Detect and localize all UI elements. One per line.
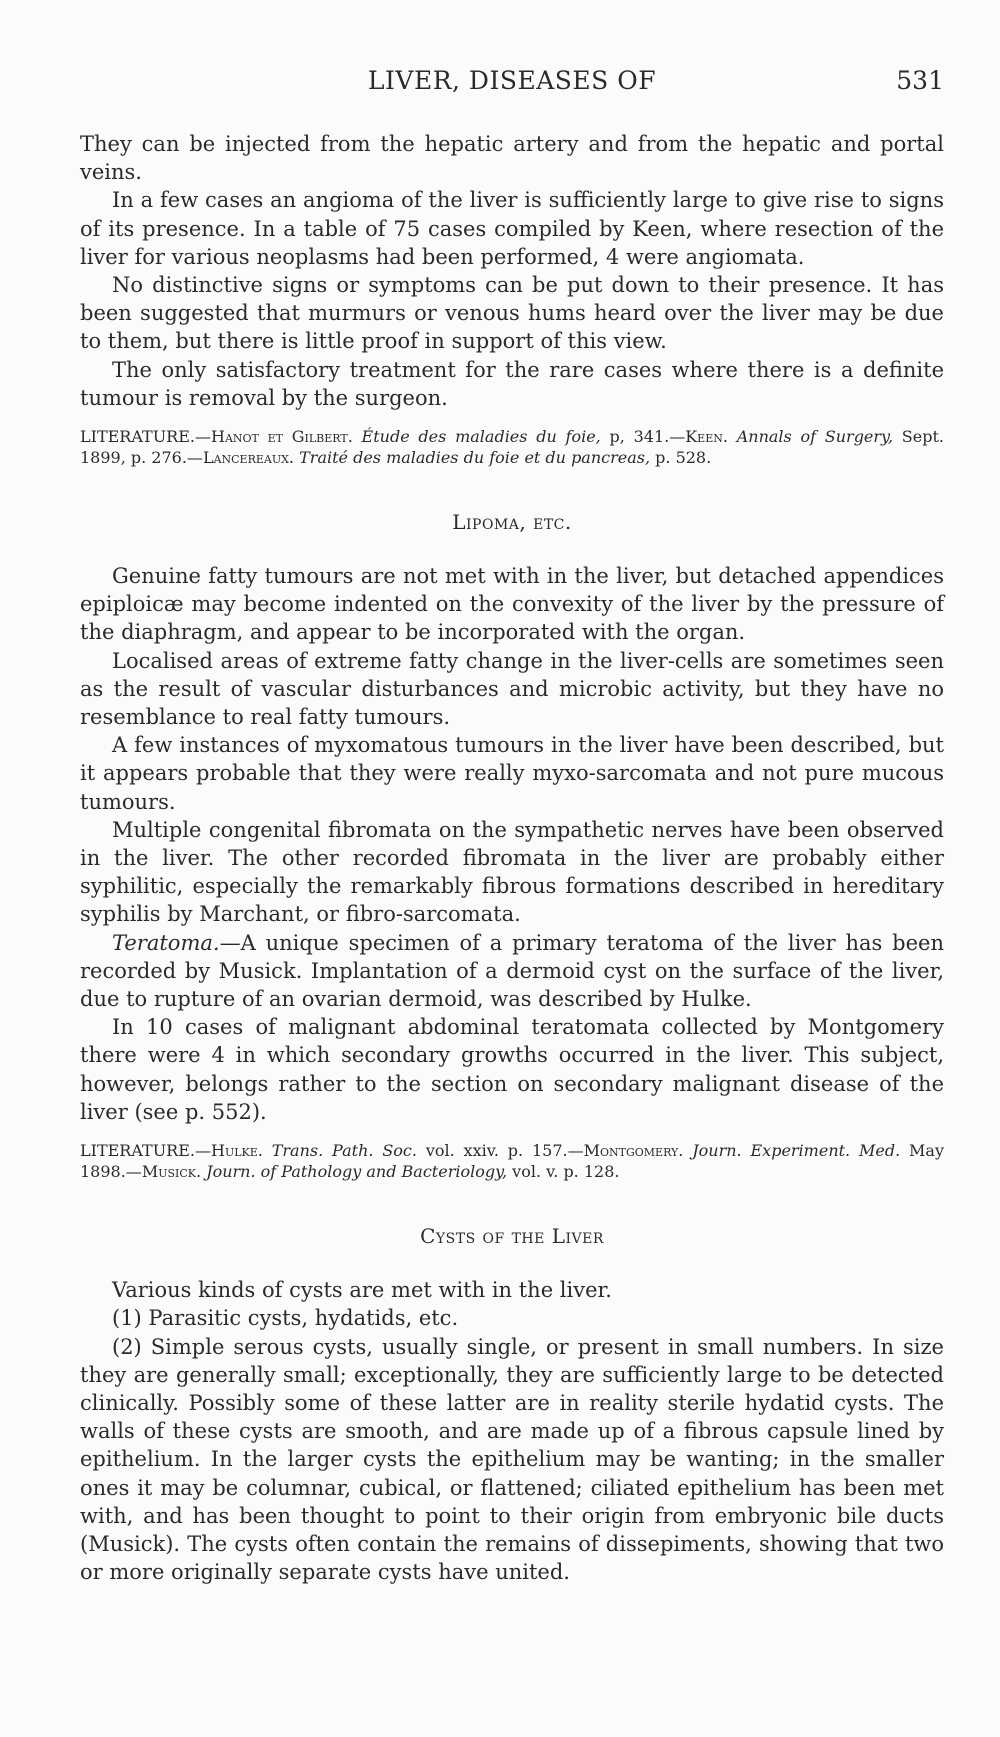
literature-author: Hanot et Gilbert. [211,427,353,447]
teratoma-term: Teratoma. [112,930,220,955]
page-number: 531 [896,66,944,95]
running-title: LIVER, DISEASES OF [367,66,657,95]
literature-ref: p, 341.— [600,427,686,447]
literature-author: Lancereaux. [202,448,295,468]
paragraph: (2) Simple serous cysts, usually single, or present in small numbers. In size they are generally small; exceptionally, they are sufficiently large to be detected clinically. Possibly some of these latter are in reality sterile hydatid cysts. The walls of these cysts are smooth, and are made up of a fibrous capsule lined by epithelium. In the larger cysts the epithelium may be wanting; in the smaller ones it may be columnar, cubical, or flattened; ciliated epithelium has been met with, and has been thought to point to their origin from embryonic bile ducts (Musick). The cysts often contain the remains of dissepiments, showing that two or more originally separate cysts have united. [80,1334,944,1585]
literature-note [80,426,944,468]
paragraph-teratoma [80,929,944,1014]
literature-author: Keen. [685,427,728,447]
literature-title: Annals of Surgery, [736,427,894,447]
literature-title: Traité des maladies du foie et du pancreas, [299,448,651,468]
literature-author: Hulke. [211,1141,263,1161]
literature-label: LITERATURE.— [80,1141,211,1161]
literature-ref: p. 528. [650,448,712,468]
paragraph: Various kinds of cysts are met with in the liver. [112,1278,612,1303]
paragraph: No distinctive signs or symptoms can be put down to their presence. It has been suggested that murmurs or venous hums heard over the liver may be due to them, but there is little proof in support of this view. [80,273,944,354]
paragraph: A few instances of myxomatous tumours in the liver have been described, but it appears probable that they were really myxo-sarcomata and not pure mucous tumours. [80,733,944,814]
literature-ref: Sept. 1899, p. 276.— [80,427,944,468]
paragraph: They can be injected from the hepatic artery and from the hepatic and portal veins. [80,132,944,185]
literature-author: Montgomery. [583,1141,684,1161]
paragraph: The only satisfactory treatment for the rare cases where there is a definite tumour is removal by the surgeon. [80,357,944,410]
literature-ref: vol. xxiv. p. 157.— [416,1141,584,1161]
literature-note [80,1140,944,1182]
paragraph: (1) Parasitic cysts, hydatids, etc. [112,1306,459,1331]
paragraph: In a few cases an angioma of the liver is sufficiently large to give rise to signs of its presence. In a table of 75 cases compiled by Keen, where resection of the liver for various neoplasms had been performed, 4 were angiomata. [80,188,944,269]
literature-title: Étude des maladies du foie, [361,427,601,447]
page-header [80,66,944,100]
paragraph: Genuine fatty tumours are not met with in the liver, but detached appendices epiploicæ may become indented on the convexity of the liver by the pressure of the diaphragm, and appear to be incorporated with the organ. [80,564,944,645]
section-heading-lipoma: Lipoma, etc. [452,510,572,535]
section-heading-cysts: Cysts of the Liver [420,1224,604,1249]
literature-title: Journ. Experiment. Med. [692,1141,901,1161]
paragraph: Multiple congenital fibromata on the sympathetic nerves have been observed in the liver. The other recorded fibromata in the liver are probably either syphilitic, especially the remarkably fibrous formations described in hereditary syphilis by Marchant, or fibro-sarcomata. [80,817,944,927]
literature-author: Musick. [141,1162,202,1182]
literature-title: Trans. Path. Soc. [271,1141,417,1161]
teratoma-text: —A unique specimen of a primary teratoma of the liver has been recorded by Musick. Implantation of a dermoid cyst on the surface of the liver, due to rupture of an ovarian dermoid, was described by Hulke. [80,930,944,1012]
paragraph: In 10 cases of malignant abdominal teratomata collected by Montgomery there were 4 in which secondary growths occurred in the liver. This subject, however, belongs rather to the section on secondary malignant disease of the liver (see p. 552). [80,1015,944,1124]
literature-ref: vol. v. p. 128. [507,1162,620,1182]
literature-title: Journ. of Pathology and Bacteriology, [206,1162,508,1182]
page-body [80,130,944,1586]
literature-ref: May 1898.— [80,1141,945,1182]
literature-label: LITERATURE.— [80,427,211,447]
paragraph: Localised areas of extreme fatty change in the liver-cells are sometimes seen as the result of vascular disturbances and microbic activity, but they have no resemblance to real fatty tumours. [80,648,944,730]
